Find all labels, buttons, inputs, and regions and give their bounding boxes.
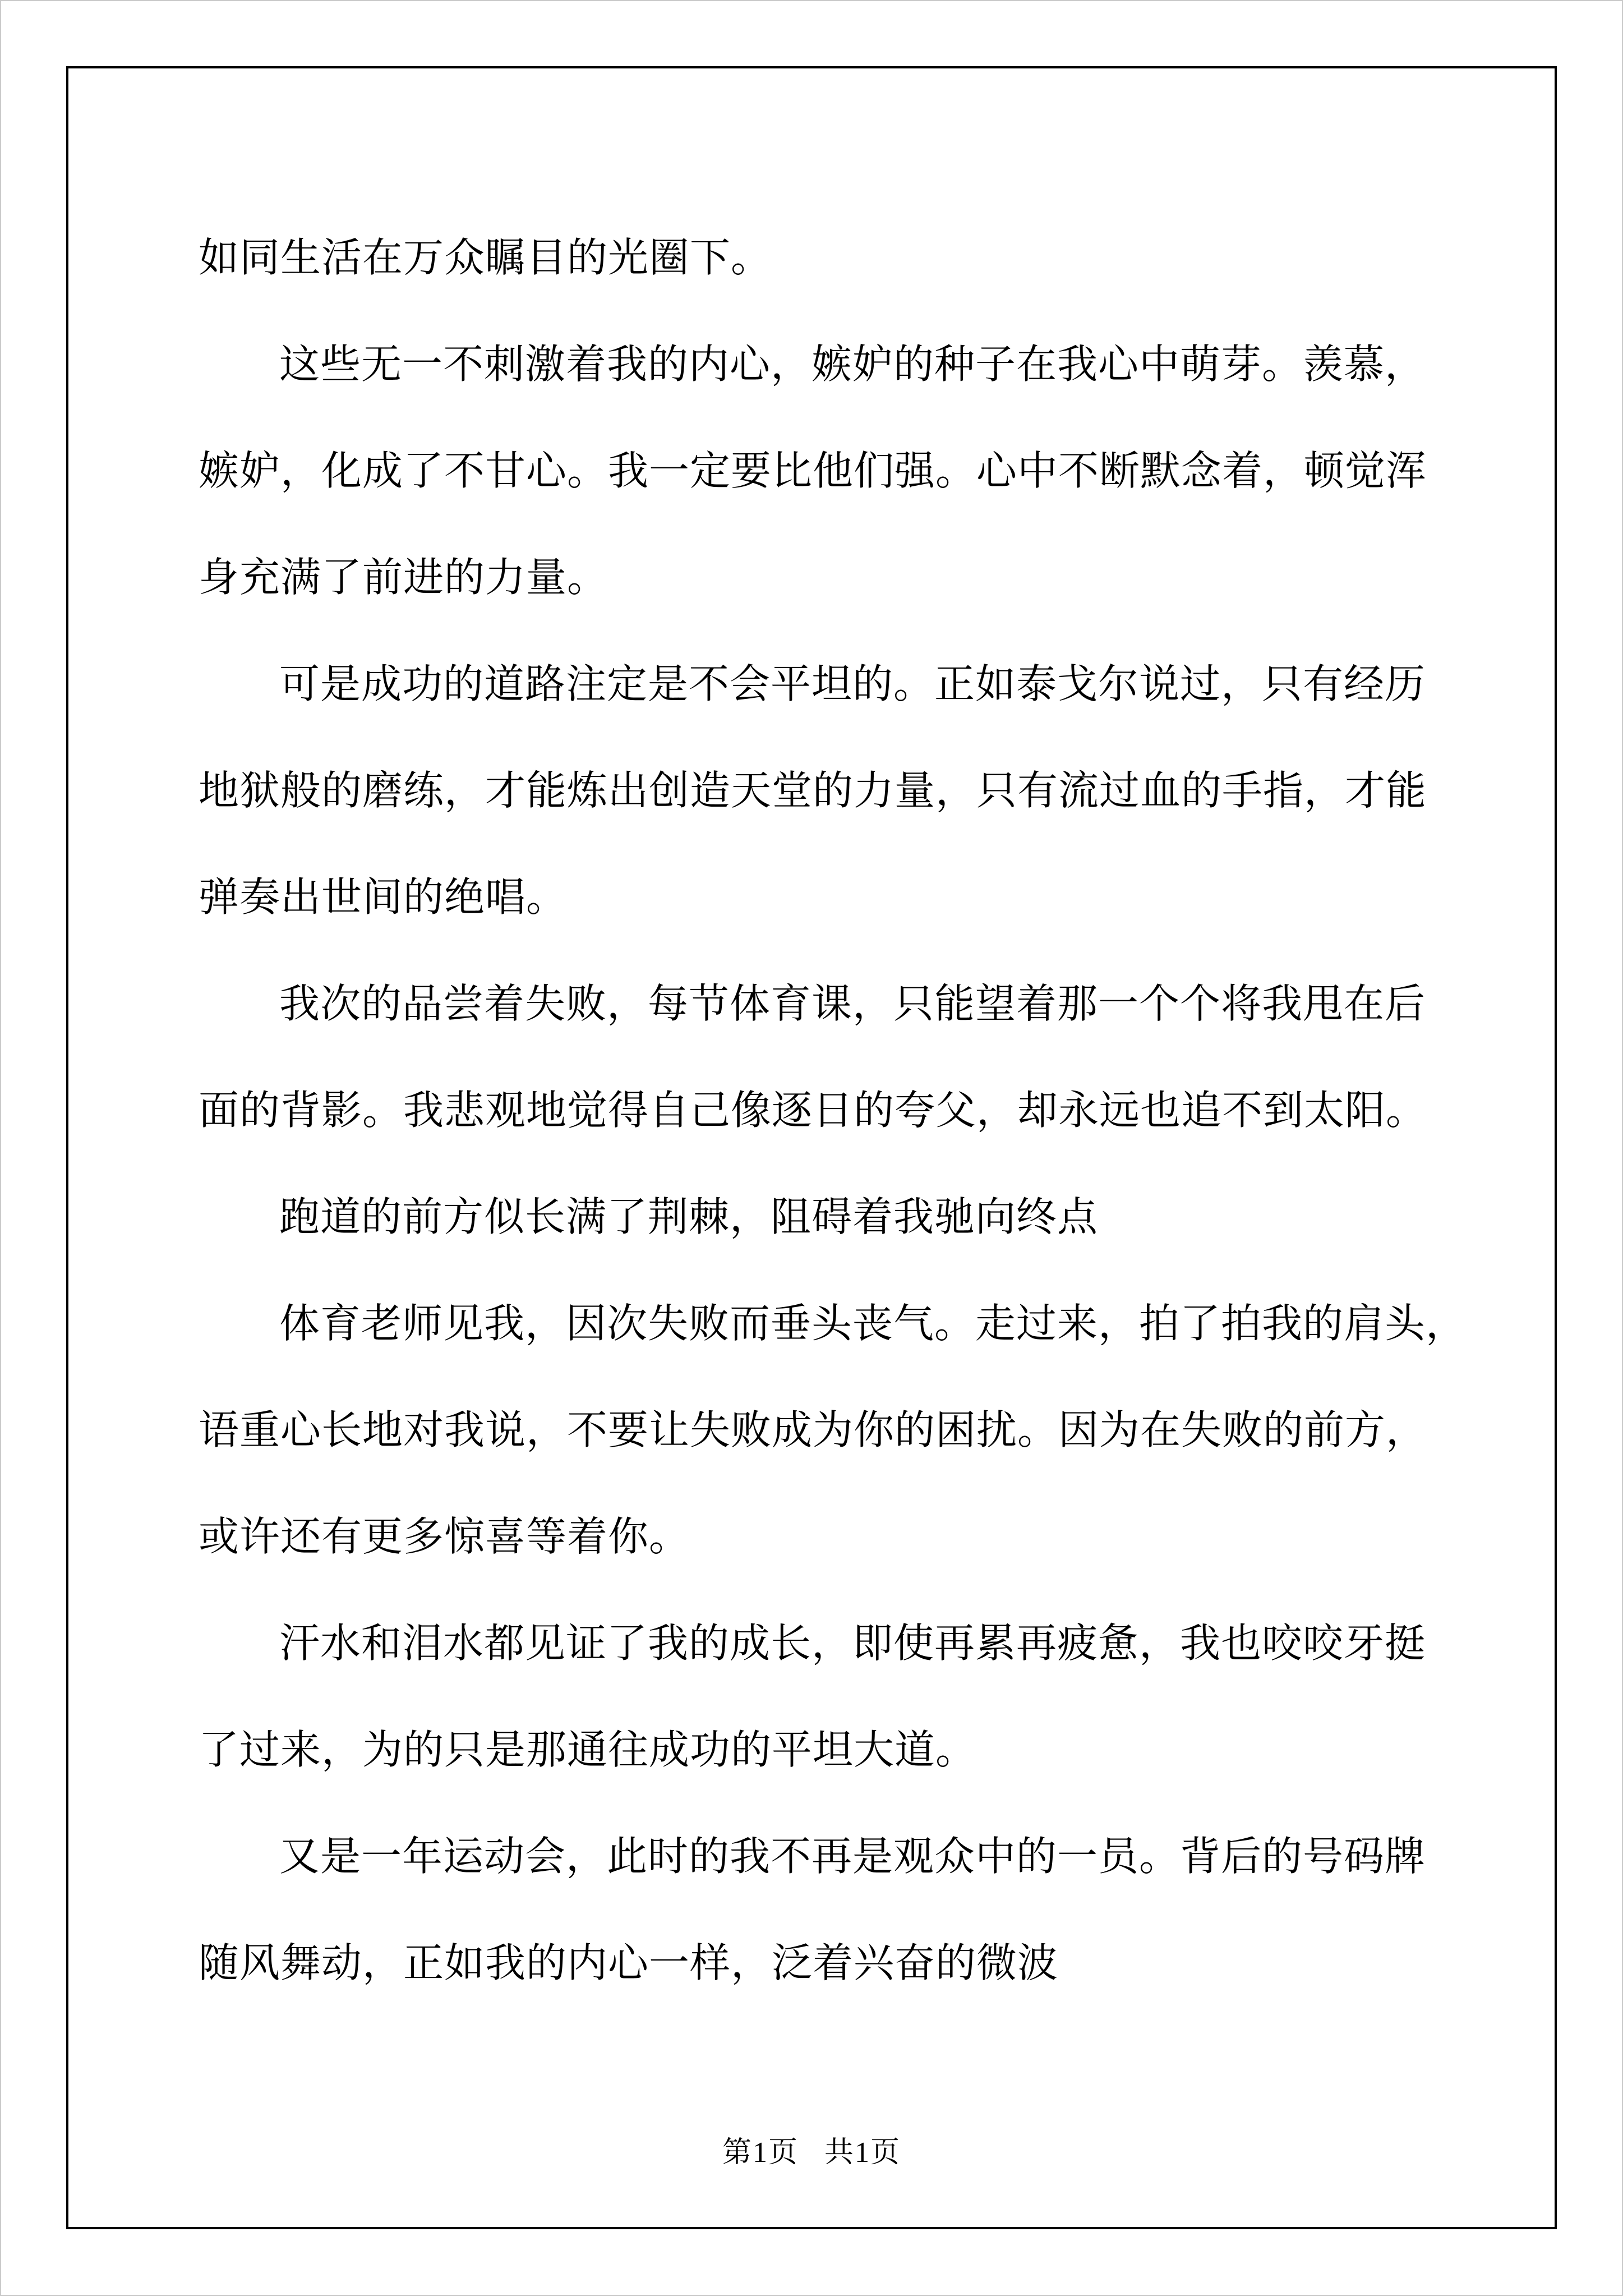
text-line: 地狱般的磨练，才能炼出创造天堂的力量，只有流过血的手指，才能 [199,769,1427,813]
text-line: 了过来，为的只是那通往成功的平坦大道。 [199,1728,977,1773]
text-line: 身充满了前进的力量。 [199,555,608,600]
paragraph [199,631,1488,951]
text-line: 可是成功的道路注定是不会平坦的。正如泰戈尔说过，只有经历 [279,662,1426,707]
text-line: 我次的品尝着失败，每节体育课，只能望着那一个个将我甩在后 [279,982,1426,1027]
text-line: 汗水和泪水都见证了我的成长，即使再累再疲惫，我也咬咬牙挺 [279,1621,1426,1666]
footer-total-pages: 共1页 [824,2137,901,2169]
text-line: 又是一年运动会，此时的我不再是观众中的一员。背后的号码牌 [279,1834,1426,1879]
paragraph [199,1590,1488,1803]
text-line: 嫉妒，化成了不甘心。我一定要比他们强。心中不断默念着，顿觉浑 [199,449,1427,494]
paragraph [199,1164,1488,1271]
text-line: 弹奏出世间的绝唱。 [199,875,568,920]
text-line: 语重心长地对我说，不要让失败成为你的困扰。因为在失败的前方， [199,1408,1427,1453]
text-line: 跑道的前方似长满了荆棘，阻碍着我驰向终点 [279,1195,1099,1240]
page-footer [0,2124,1623,2182]
paragraph [199,311,1488,631]
paragraph [199,1803,1488,2017]
footer-page-number: 第1页 [722,2137,799,2169]
text-line: 随风舞动，正如我的内心一样，泛着兴奋的微波 [199,1941,1059,1986]
text-line: 体育老师见我，因次失败而垂头丧气。走过来，拍了拍我的肩头， [279,1301,1467,1346]
paragraph [199,951,1488,1164]
text-line: 或许还有更多惊喜等着你。 [199,1515,690,1559]
text-line: 如同生活在万众瞩目的光圈下。 [199,236,772,280]
paragraph [199,1271,1488,1590]
text-line: 这些无一不刺激着我的内心，嫉妒的种子在我心中萌芽。羡慕， [279,342,1426,387]
document-body [199,205,1488,2017]
paragraph [199,205,1488,311]
text-line: 面的背影。我悲观地觉得自己像逐日的夸父，却永远也追不到太阳。 [199,1088,1427,1133]
